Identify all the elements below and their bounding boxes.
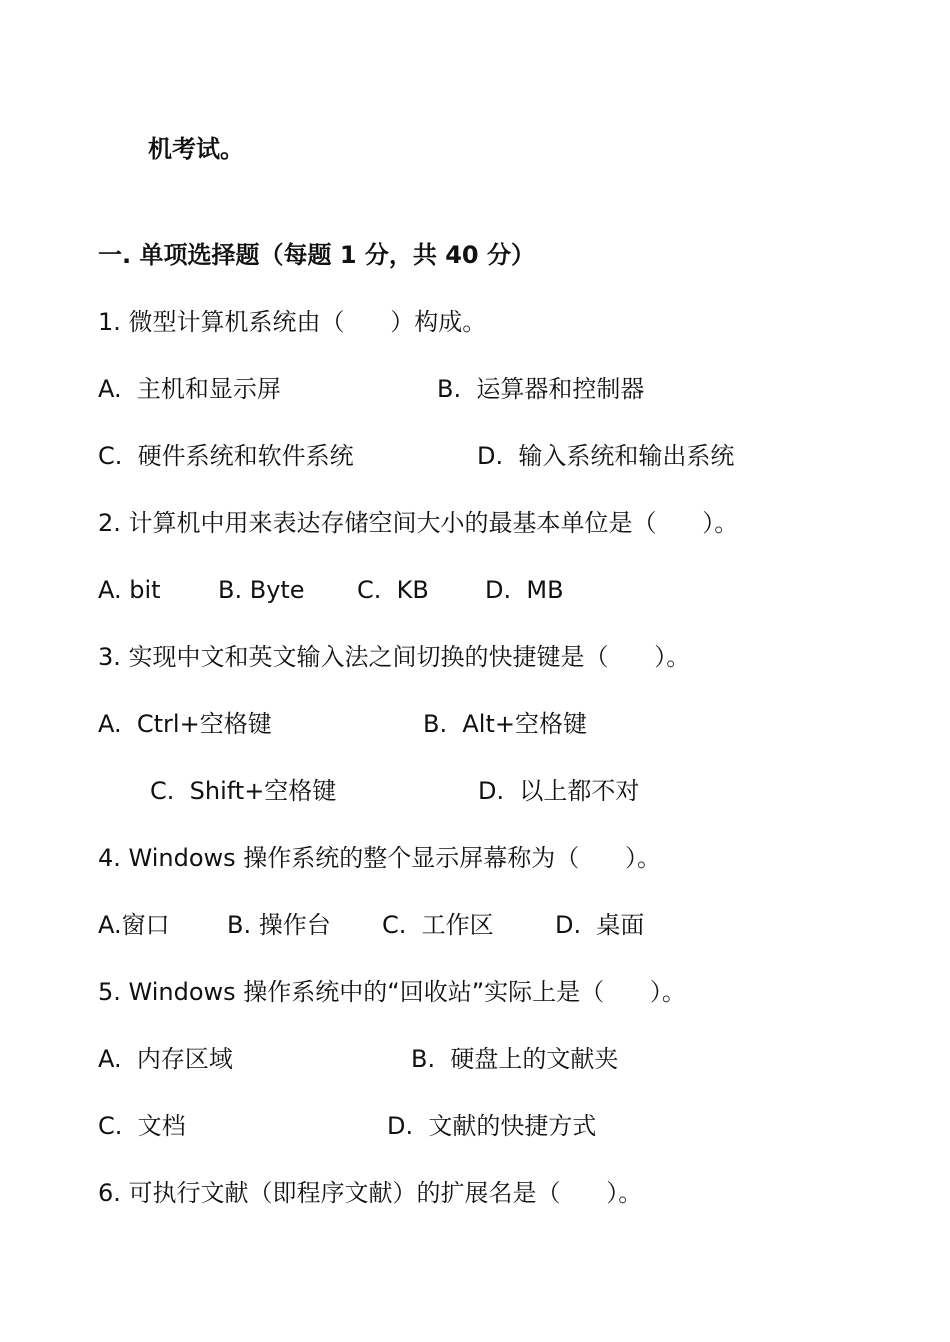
question-2-stem: 2. 计算机中用来表达存储空间大小的最基本单位是（ ）。 xyxy=(98,509,739,537)
question-2-option-c: C. KB xyxy=(357,576,429,604)
question-4-option-a: A.窗口 xyxy=(98,911,170,939)
question-2-option-a: A. bit xyxy=(98,576,161,604)
question-2-option-b: B. Byte xyxy=(218,576,305,604)
question-5-stem: 5. Windows 操作系统中的“回收站”实际上是（ ）。 xyxy=(98,978,686,1006)
question-3-option-d: D. 以上都不对 xyxy=(478,777,640,805)
question-3-option-a: A. Ctrl+空格键 xyxy=(98,710,272,738)
question-4-option-d: D. 桌面 xyxy=(555,911,645,939)
intro-tail-text: 机考试。 xyxy=(148,135,244,163)
section-heading: 一. 单项选择题（每题 1 分，共 40 分） xyxy=(98,241,535,269)
question-5-option-c: C. 文档 xyxy=(98,1112,186,1140)
question-1-option-c: C. 硬件系统和软件系统 xyxy=(98,442,354,470)
question-5-option-a: A. 内存区域 xyxy=(98,1045,233,1073)
question-3-option-c: C. Shift+空格键 xyxy=(150,777,337,805)
question-2-option-d: D. MB xyxy=(485,576,564,604)
question-1-stem: 1. 微型计算机系统由（ ）构成。 xyxy=(98,308,487,336)
question-1-option-d: D. 输入系统和输出系统 xyxy=(477,442,735,470)
question-4-option-b: B. 操作台 xyxy=(227,911,331,939)
question-5-option-d: D. 文献的快捷方式 xyxy=(387,1112,597,1140)
question-1-option-a: A. 主机和显示屏 xyxy=(98,375,281,403)
question-3-option-b: B. Alt+空格键 xyxy=(423,710,587,738)
question-5-option-b: B. 硬盘上的文献夹 xyxy=(411,1045,619,1073)
question-4-option-c: C. 工作区 xyxy=(382,911,494,939)
question-1-option-b: B. 运算器和控制器 xyxy=(437,375,645,403)
question-4-stem: 4. Windows 操作系统的整个显示屏幕称为（ ）。 xyxy=(98,844,662,872)
question-6-stem: 6. 可执行文献（即程序文献）的扩展名是（ ）。 xyxy=(98,1179,643,1207)
question-3-stem: 3. 实现中文和英文输入法之间切换的快捷键是（ ）。 xyxy=(98,643,691,671)
